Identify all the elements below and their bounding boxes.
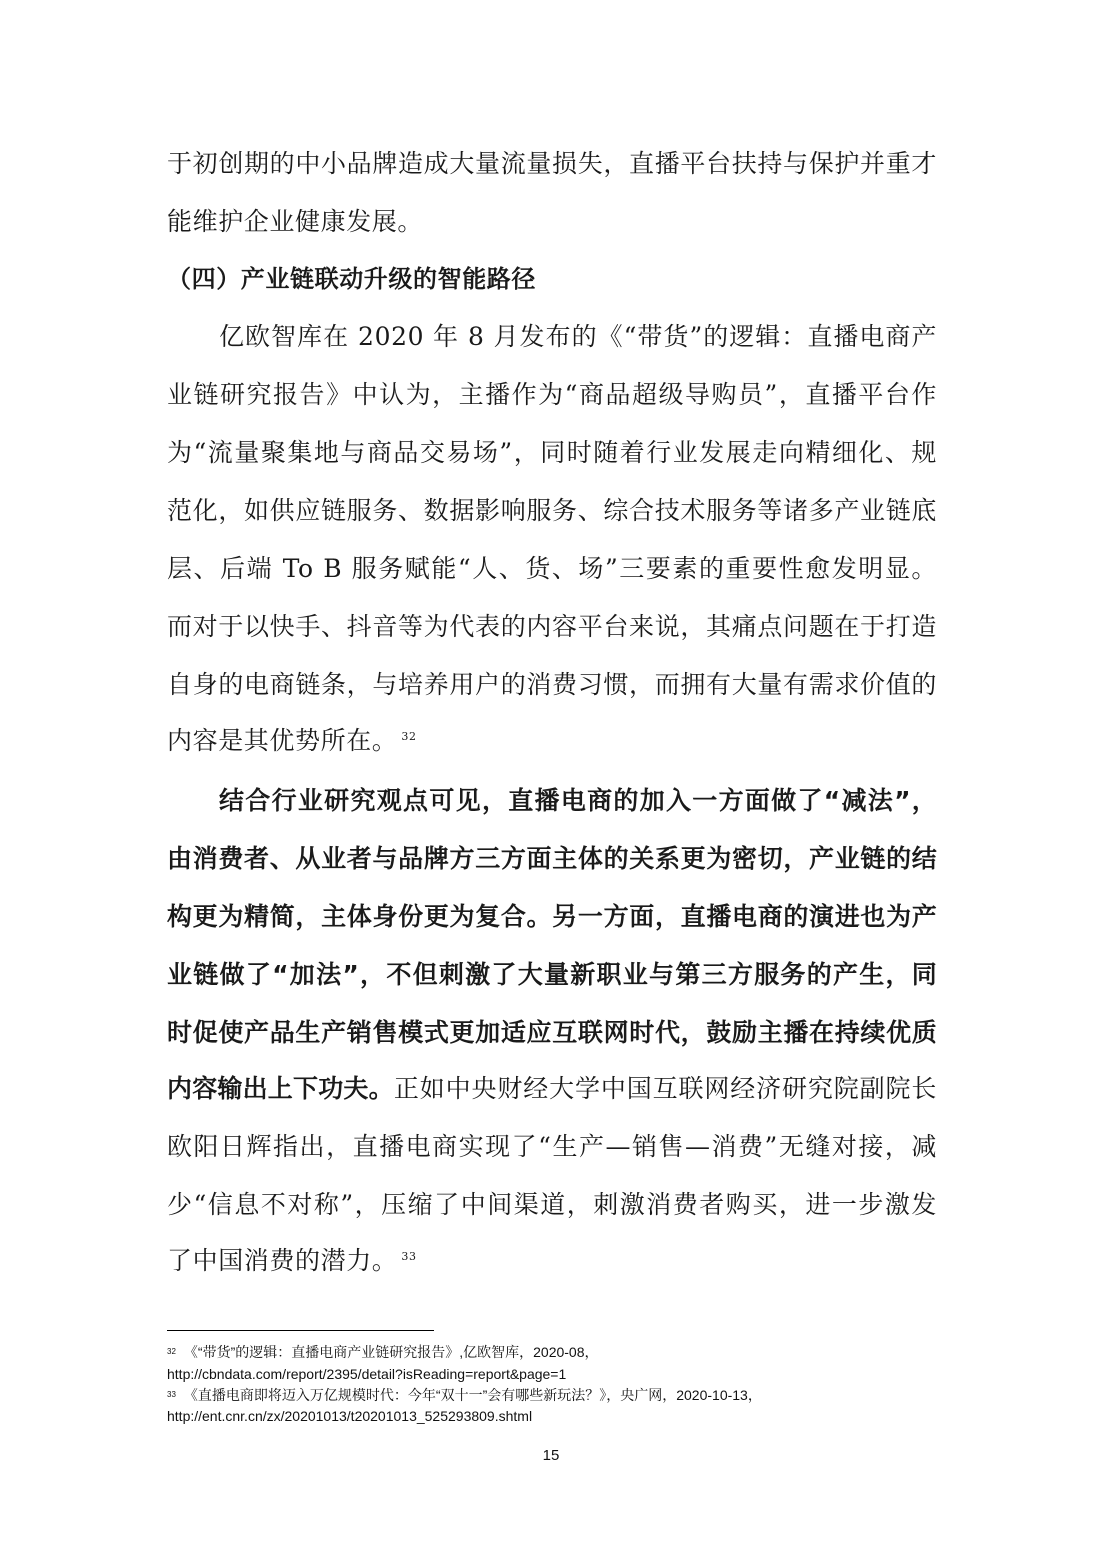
body-line: 少“信息不对称”，压缩了中间渠道，刺激消费者购买，进一步激发 xyxy=(167,1190,937,1219)
mixed-line xyxy=(167,1072,937,1106)
footnote-ref-32[interactable]: 32 xyxy=(401,730,417,743)
bold-line: 结合行业研究观点可见，直播电商的加入一方面做了“减法”， xyxy=(219,786,937,815)
body-line xyxy=(167,724,937,758)
body-text: 了中国消费的潜力。 xyxy=(167,1246,398,1275)
footnote-33 xyxy=(167,1385,762,1405)
body-line: 业链研究报告》中认为，主播作为“商品超级导购员”，直播平台作 xyxy=(167,380,937,409)
section-heading: （四）产业链联动升级的智能路径 xyxy=(167,265,536,293)
bold-text: 内容输出上下功夫。 xyxy=(167,1074,394,1103)
page-number: 15 xyxy=(542,1447,560,1464)
body-line: 为“流量聚集地与商品交易场”，同时随着行业发展走向精细化、规 xyxy=(167,438,937,467)
footnote-number: 32 xyxy=(167,1347,176,1356)
body-line: 而对于以快手、抖音等为代表的内容平台来说，其痛点问题在于打造 xyxy=(167,612,937,641)
footnote-text: 《“带货”的逻辑：直播电商产业链研究报告》,亿欧智库，2020-08， xyxy=(183,1344,599,1360)
body-line: 层、后端 To B 服务赋能“人、货、场”三要素的重要性愈发明显。 xyxy=(167,554,937,583)
bold-line: 时促使产品生产销售模式更加适应互联网时代，鼓励主播在持续优质 xyxy=(167,1018,937,1047)
footnote-33-url[interactable]: http://ent.cnr.cn/zx/20201013/t20201013_525293809.shtml xyxy=(167,1408,533,1424)
body-text: 内容是其优势所在。 xyxy=(167,726,398,755)
body-line: 范化，如供应链服务、数据影响服务、综合技术服务等诸多产业链底 xyxy=(167,496,937,525)
bold-line: 由消费者、从业者与品牌方三方面主体的关系更为密切，产业链的结 xyxy=(167,844,937,873)
body-line: 能维护企业健康发展。 xyxy=(167,207,424,236)
body-line: 自身的电商链条，与培养用户的消费习惯，而拥有大量有需求价值的 xyxy=(167,670,937,699)
body-line: 亿欧智库在 2020 年 8 月发布的《“带货”的逻辑：直播电商产 xyxy=(219,322,937,351)
footnote-ref-33[interactable]: 33 xyxy=(401,1250,417,1263)
footnote-separator xyxy=(167,1330,434,1331)
bold-line: 构更为精简，主体身份更为复合。另一方面，直播电商的演进也为产 xyxy=(167,902,937,931)
bold-line: 业链做了“加法”，不但刺激了大量新职业与第三方服务的产生，同 xyxy=(167,960,937,989)
body-text: 正如中央财经大学中国互联网经济研究院副院长 xyxy=(393,1074,937,1103)
body-line xyxy=(167,1244,937,1278)
body-line: 欧阳日辉指出，直播电商实现了“生产—销售—消费”无缝对接，减 xyxy=(167,1132,937,1161)
footnote-number: 33 xyxy=(167,1390,176,1399)
footnote-text: 《直播电商即将迈入万亿规模时代：今年“双十一”会有哪些新玩法？》，央广网，2020-10-13， xyxy=(183,1387,762,1403)
footnote-32-url[interactable]: http://cbndata.com/report/2395/detail?isReading=report&page=1 xyxy=(167,1366,567,1382)
footnote-32 xyxy=(167,1342,599,1362)
body-line: 于初创期的中小品牌造成大量流量损失，直播平台扶持与保护并重才 xyxy=(167,149,937,178)
